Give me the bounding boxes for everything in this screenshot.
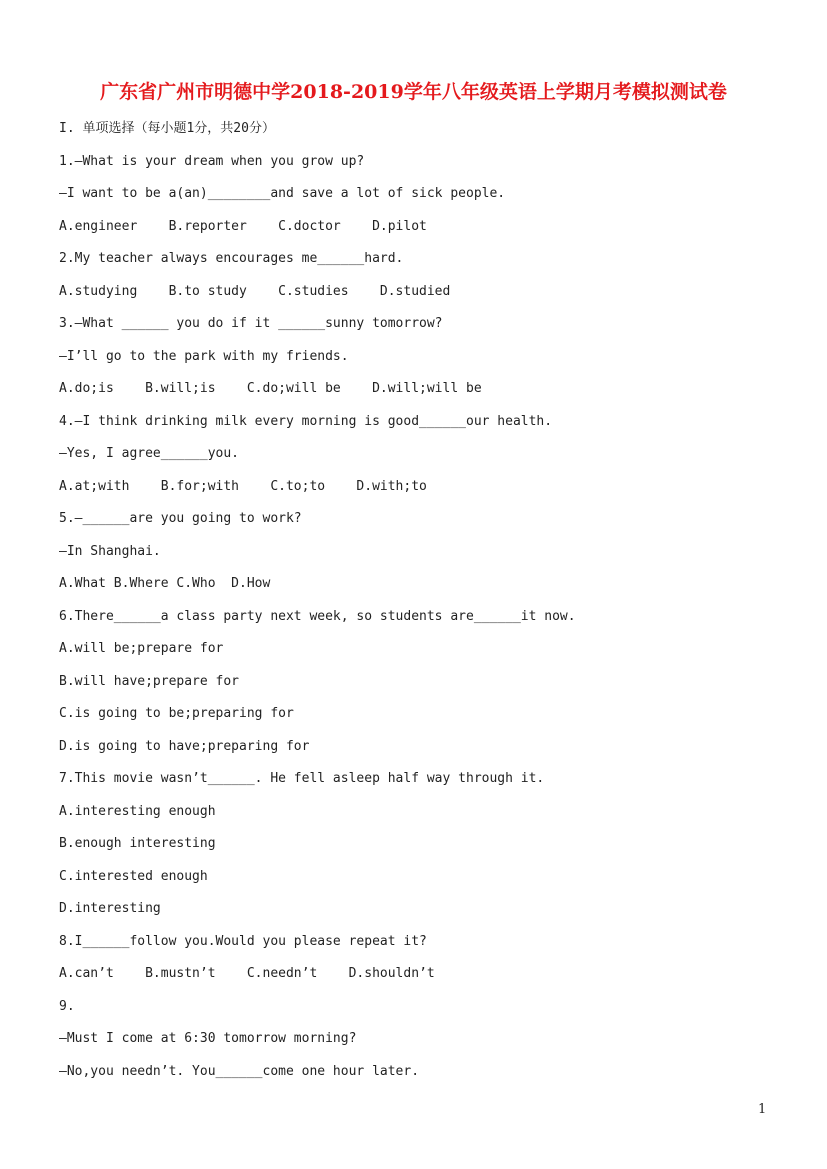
question-6-option-b: B.will have;prepare for bbox=[59, 674, 240, 689]
question-4-reply: —Yes, I agree______you. bbox=[59, 446, 240, 461]
document-title: 广东省广州市明德中学2018-2019学年八年级英语上学期月考模拟测试卷 bbox=[100, 81, 727, 103]
question-5-options: A.What B.Where C.Who D.How bbox=[59, 576, 271, 591]
question-7-option-a: A.interesting enough bbox=[59, 804, 216, 819]
question-9-number: 9. bbox=[59, 999, 75, 1014]
question-7-option-b: B.enough interesting bbox=[59, 836, 216, 851]
question-3-prompt: 3.—What ______ you do if it ______sunny tomorrow? bbox=[59, 316, 443, 331]
question-6-option-d: D.is going to have;preparing for bbox=[59, 739, 310, 754]
question-6-option-a: A.will be;prepare for bbox=[59, 641, 224, 656]
section-heading: I. 单项选择（每小题1分，共20分） bbox=[59, 121, 275, 136]
question-1-prompt: 1.—What is your dream when you grow up? bbox=[59, 154, 365, 169]
question-7-option-c: C.interested enough bbox=[59, 869, 208, 884]
question-8-prompt: 8.I______follow you.Would you please repeat it? bbox=[59, 934, 427, 949]
question-2-options: A.studying B.to study C.studies D.studied bbox=[59, 284, 451, 299]
question-3-reply: —I’ll go to the park with my friends. bbox=[59, 349, 349, 364]
page-number: 1 bbox=[758, 1102, 767, 1117]
question-9-prompt: —Must I come at 6:30 tomorrow morning? bbox=[59, 1031, 357, 1046]
question-5-reply: —In Shanghai. bbox=[59, 544, 161, 559]
question-6-option-c: C.is going to be;preparing for bbox=[59, 706, 294, 721]
question-7-option-d: D.interesting bbox=[59, 901, 161, 916]
question-1-reply: —I want to be a(an)________and save a lot of sick people. bbox=[59, 186, 506, 201]
question-4-prompt: 4.—I think drinking milk every morning is good______our health. bbox=[59, 414, 553, 429]
question-4-options: A.at;with B.for;with C.to;to D.with;to bbox=[59, 479, 427, 494]
question-1-options: A.engineer B.reporter C.doctor D.pilot bbox=[59, 219, 427, 234]
question-8-options: A.can’t B.mustn’t C.needn’t D.shouldn’t bbox=[59, 966, 435, 981]
question-9-reply: —No,you needn’t. You______come one hour later. bbox=[59, 1064, 420, 1079]
question-7-prompt: 7.This movie wasn’t______. He fell asleep half way through it. bbox=[59, 771, 545, 786]
question-5-prompt: 5.—______are you going to work? bbox=[59, 511, 302, 526]
question-2-prompt: 2.My teacher always encourages me______hard. bbox=[59, 251, 404, 266]
question-3-options: A.do;is B.will;is C.do;will be D.will;will be bbox=[59, 381, 482, 396]
question-6-prompt: 6.There______a class party next week, so students are______it now. bbox=[59, 609, 576, 624]
